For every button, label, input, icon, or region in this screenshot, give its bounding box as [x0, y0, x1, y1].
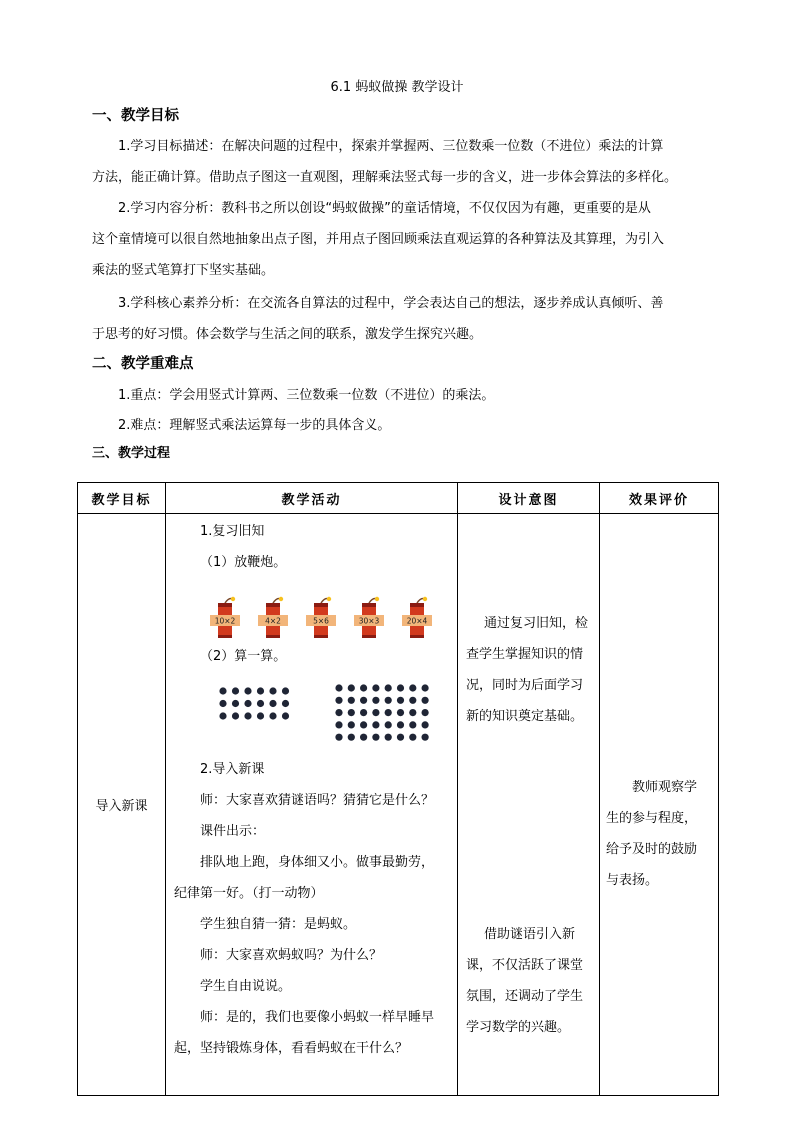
dot: [372, 709, 379, 716]
cell-intent: [458, 514, 600, 1096]
activity-line: 师：大家喜欢蚂蚁吗？为什么？: [200, 948, 383, 963]
dot: [348, 709, 355, 716]
dot: [385, 709, 392, 716]
header-intent: 设计意图: [458, 483, 600, 514]
intent-line: 查学生掌握知识的情: [466, 647, 584, 662]
dot: [335, 734, 342, 741]
dot-array-large: [334, 683, 430, 747]
key-point-1: 1.重点：学会用竖式计算两、三位数乘一位数（不进位）的乘法。: [118, 388, 495, 403]
section-heading-process: 三、教学过程: [92, 446, 171, 461]
dot: [348, 734, 355, 741]
goal-paragraph-3-line-2: 于思考的好习惯。体会数学与生活之间的联系，激发学生探究兴趣。: [92, 327, 483, 342]
table-header-row: [78, 483, 719, 514]
evaluation-line: 生的参与程度，: [606, 811, 698, 826]
section-heading-goals: 一、教学目标: [92, 108, 179, 124]
firecracker-illustration: [210, 595, 440, 641]
dot: [385, 684, 392, 691]
activity-line: 纪律第一好。（打一动物）: [174, 886, 324, 901]
dot: [397, 709, 404, 716]
dot: [409, 721, 416, 728]
dot: [219, 700, 226, 707]
dot: [422, 734, 429, 741]
dot: [385, 721, 392, 728]
header-activity: 教学活动: [166, 483, 458, 514]
dot: [360, 709, 367, 716]
dot: [335, 684, 342, 691]
dot: [397, 697, 404, 704]
intent-line: 氛围，还调动了学生: [466, 989, 584, 1004]
firecracker: [210, 597, 240, 638]
dot: [219, 687, 226, 694]
dot: [385, 697, 392, 704]
teaching-process-table: [77, 482, 719, 1096]
dot: [269, 687, 276, 694]
dot: [372, 684, 379, 691]
goal-paragraph-2-line-2: 这个童情境可以很自然地抽象出点子图，并用点子图回顾乘法直观运算的各种算法及其算理，为引入: [92, 232, 665, 247]
activity-line: 排队地上跑，身体细又小。做事最勤劳，: [200, 855, 435, 870]
dot: [360, 734, 367, 741]
dot: [244, 712, 251, 719]
dot: [409, 684, 416, 691]
firecracker: [402, 597, 432, 638]
dot: [282, 700, 289, 707]
goal-paragraph-1-line-2: 方法，能正确计算。借助点子图这一直观图，理解乘法竖式每一步的含义，进一步体会算法的多样化。: [92, 170, 678, 185]
dot: [282, 712, 289, 719]
activity-line: 师：大家喜欢猜谜语吗？猜猜它是什么？: [200, 793, 435, 808]
firecracker-label: 5×6: [313, 616, 329, 626]
dot: [232, 712, 239, 719]
document-title: 6.1 蚂蚁做操 教学设计: [330, 80, 464, 95]
dot: [372, 721, 379, 728]
activity-line: 学生自由说说。: [200, 979, 292, 994]
dot: [385, 734, 392, 741]
dot: [422, 709, 429, 716]
dot: [269, 712, 276, 719]
intent-line: 借助谜语引入新: [484, 927, 576, 942]
cell-activity: [166, 514, 458, 1096]
dot: [409, 709, 416, 716]
dot: [397, 721, 404, 728]
dot: [282, 687, 289, 694]
intent-paragraph-1: [466, 608, 594, 732]
dot: [397, 684, 404, 691]
dot: [269, 700, 276, 707]
dot: [244, 700, 251, 707]
dot: [360, 684, 367, 691]
activity-line: 学生独自猜一猜：是蚂蚁。: [200, 917, 357, 932]
dot: [232, 700, 239, 707]
intent-paragraph-2: [466, 919, 594, 1043]
activity-line: 2.导入新课: [200, 762, 265, 777]
dot: [409, 697, 416, 704]
dot: [232, 687, 239, 694]
key-point-2: 2.难点：理解竖式乘法运算每一步的具体含义。: [118, 418, 391, 433]
dot: [335, 709, 342, 716]
goal-paragraph-1-line-1: 1.学习目标描述：在解决问题的过程中，探索并掌握两、三位数乘一位数（不进位）乘法的计算: [118, 139, 664, 154]
intent-line: 通过复习旧知，检: [484, 616, 589, 631]
dot-array-small: [218, 686, 290, 724]
dot: [422, 684, 429, 691]
dot: [348, 684, 355, 691]
dot: [335, 721, 342, 728]
dot: [422, 697, 429, 704]
dot: [397, 734, 404, 741]
dot: [244, 687, 251, 694]
goal-paragraph-3-line-1: 3.学科核心素养分析：在交流各自算法的过程中，学会表达自己的想法，逐步养成认真倾听、善: [118, 296, 664, 311]
activity-line: （2）算一算。: [200, 649, 287, 664]
dot: [372, 734, 379, 741]
dot: [422, 721, 429, 728]
cell-evaluation: [600, 514, 719, 1096]
activity-line: 起，坚持锻炼身体，看看蚂蚁在干什么？: [174, 1041, 409, 1056]
dot: [257, 687, 264, 694]
dot: [348, 697, 355, 704]
activity-line: 师：是的，我们也要像小蚂蚁一样早睡早: [200, 1010, 435, 1025]
firecracker: [258, 597, 288, 638]
firecracker-label: 10×2: [214, 616, 236, 626]
activity-line: 课件出示：: [200, 824, 266, 839]
dot: [348, 721, 355, 728]
evaluation-line: 教师观察学: [632, 780, 698, 795]
intent-line: 况，同时为后面学习: [466, 678, 584, 693]
table-row: [78, 514, 719, 1096]
intent-line: 学习数学的兴趣。: [466, 1020, 571, 1035]
dot: [257, 712, 264, 719]
activity-line: 1.复习旧知: [200, 524, 265, 539]
section-heading-key-points: 二、教学重难点: [92, 356, 194, 372]
dot: [335, 697, 342, 704]
evaluation-paragraph: [606, 772, 716, 896]
activity-line: （1）放鞭炮。: [200, 555, 287, 570]
intent-line: 新的知识奠定基础。: [466, 709, 584, 724]
header-goal: 教学目标: [78, 483, 166, 514]
dot: [360, 721, 367, 728]
firecracker-label: 20×4: [406, 616, 428, 626]
goal-paragraph-2-line-3: 乘法的竖式笔算打下坚实基础。: [92, 263, 275, 278]
cell-goal: 导入新课: [78, 514, 166, 1096]
dot: [257, 700, 264, 707]
evaluation-line: 给予及时的鼓励: [606, 842, 698, 857]
header-evaluation: 效果评价: [600, 483, 719, 514]
firecracker: [306, 597, 336, 638]
dot: [219, 712, 226, 719]
goal-paragraph-2-line-1: 2.学习内容分析：教科书之所以创设“蚂蚁做操”的童话情境，不仅仅因为有趣，更重要的是从: [118, 201, 651, 216]
dot: [360, 697, 367, 704]
firecracker-label: 4×2: [265, 616, 281, 626]
evaluation-line: 与表扬。: [606, 873, 659, 888]
firecracker: [354, 597, 384, 638]
intent-line: 课，不仅活跃了课堂: [466, 958, 584, 973]
firecracker-label: 30×3: [358, 616, 380, 626]
dot: [409, 734, 416, 741]
dot: [372, 697, 379, 704]
